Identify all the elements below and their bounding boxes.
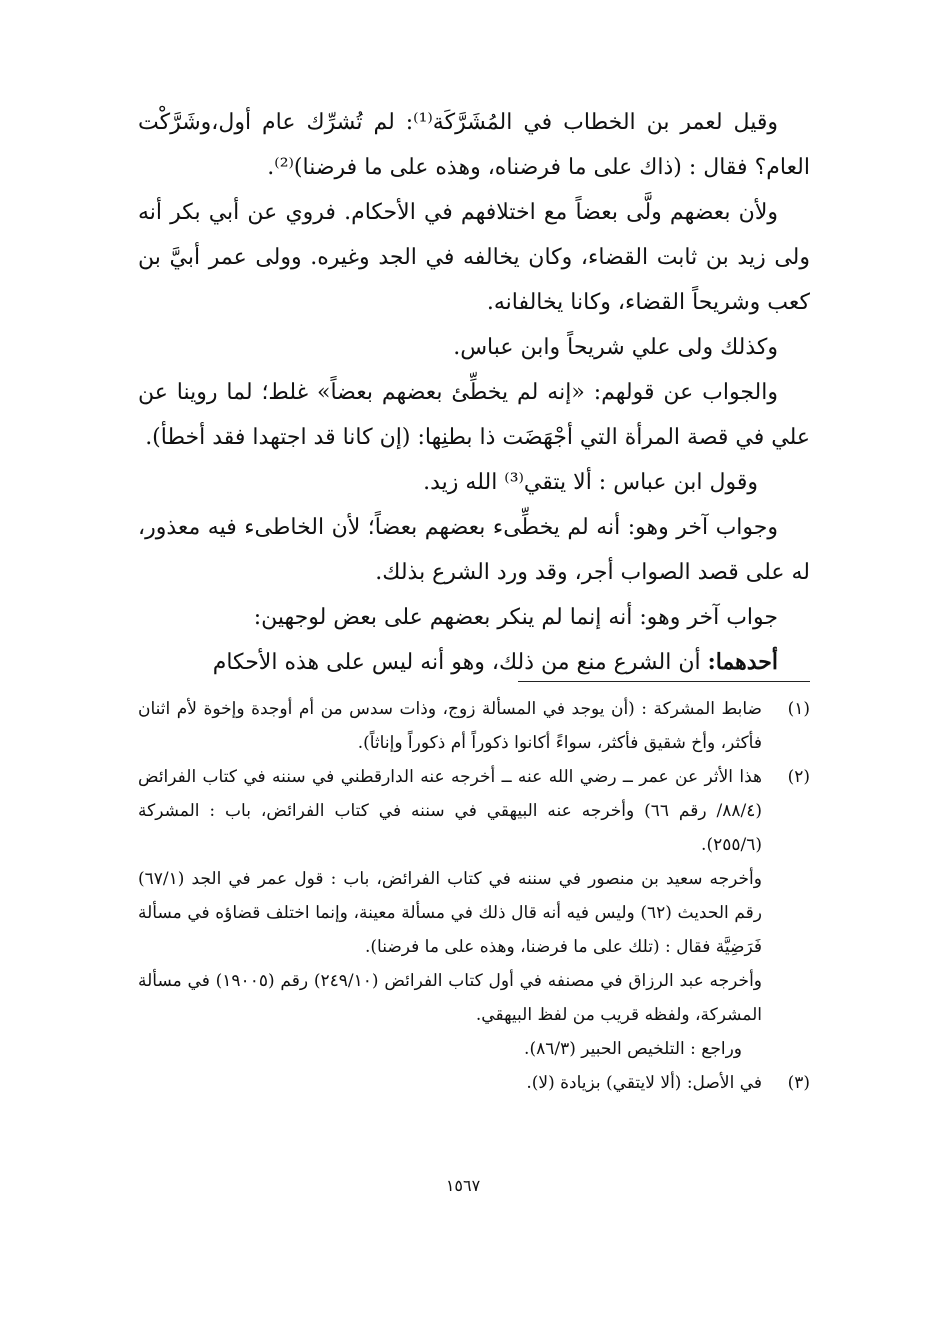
footnote-separator [518,681,810,682]
page-number: ١٥٦٧ [445,1176,481,1195]
footnote [138,692,810,760]
footnote-number: (٣) [787,1073,810,1093]
footnote-body [138,1066,762,1100]
footnote-body [138,692,762,760]
footnote-line: وراجع : التلخيص الحبير (٨٦/٣). [524,1039,742,1059]
paragraph-last [138,640,810,685]
footnote-body [138,760,762,1066]
footnote-number: (١) [787,699,810,719]
footnote-line: في الأصل: (ألا لايتقي) بزيادة (لا). [526,1073,762,1093]
paragraph: والجواب عن قولهم: «إنه لم يخطِّئ بعضهم بعضاً» غلط؛ لما روينا عن علي في قصة المرأة التي أجْهَضَت ذا بطنِها: (إن كانا قد اجتهدا فقد أخطأ). [138,380,810,450]
footnote [138,1066,810,1100]
main-text [138,100,810,685]
paragraph: وقول ابن عباس : ألا يتقي⁽³⁾ الله زيد. [423,470,758,495]
footnote-number: (٢) [787,767,810,787]
bold-heading-word: أحدهما: [707,649,778,675]
footnotes [138,692,810,1100]
paragraph: ولأن بعضهم ولَّى بعضاً مع اختلافهم في الأحكام. فروي عن أبي بكر أنه ولى زيد بن ثابت القضاء، وكان يخالفه في الجد وغيره. وولى عمر أبيَّ بن كعب وشريحاً القضاء، وكانا يخالفانه. [138,200,810,315]
paragraph: وقيل لعمر بن الخطاب في المُشَرَّكَة⁽¹⁾: لم تُشرِّك عام أول،وشَرَّكْت العام؟ فقال : (ذاك على ما فرضناه، وهذه على ما فرضنا)⁽²⁾. [138,110,810,180]
footnote-line: ضابط المشركة : (أن يوجد في المسألة زوج، وذات سدس من أم أوجدة وإخوة لأم اثنان فأكثر، وأخ شقيق فأكثر، سواءً أكانوا ذكوراً أم ذكوراً وإناثاً). [138,699,762,753]
paragraph: وجواب آخر وهو: أنه لم يخطِّىء بعضهم بعضاً؛ لأن الخاطىء فيه معذور، له على قصد الصواب أجر، وقد ورد الشرع بذلك. [138,515,810,585]
footnote-line: وأخرجه عبد الرزاق في مصنفه في أول كتاب الفرائض (٢٤٩/١٠) رقم (١٩٠٠٥) في مسألة المشركة، ولفظه قريب من لفظ البيهقي. [138,971,762,1025]
paragraph-text: أن الشرع منع من ذلك، وهو أنه ليس على هذه الأحكام [212,650,708,675]
footnote-line: وأخرجه سعيد بن منصور في سننه في كتاب الفرائض، باب : قول عمر في الجد (٦٧/١) رقم الحديث (٦٢) وليس فيه أنه قال ذلك في مسألة معينة، وإنما اختلف قضاؤه في مسألة فَرَضِيَّة فقال : (تلك على ما فرضنا، وهذه على ما فرضنا). [138,869,762,957]
paragraph: وكذلك ولى علي شريحاً وابن عباس. [453,335,778,360]
footnote-line: هذا الأثر عن عمر ــ رضي الله عنه ــ أخرجه عنه الدارقطني في سننه في كتاب الفرائض (٨٨/٤/ رقم ٦٦) وأخرجه عنه البيهقي في سننه في كتاب الفرائض، باب : المشركة (٢٥٥/٦). [138,767,762,855]
paragraph: جواب آخر وهو: أنه إنما لم ينكر بعضهم على بعض لوجهين: [253,605,778,630]
footnote [138,760,810,1066]
